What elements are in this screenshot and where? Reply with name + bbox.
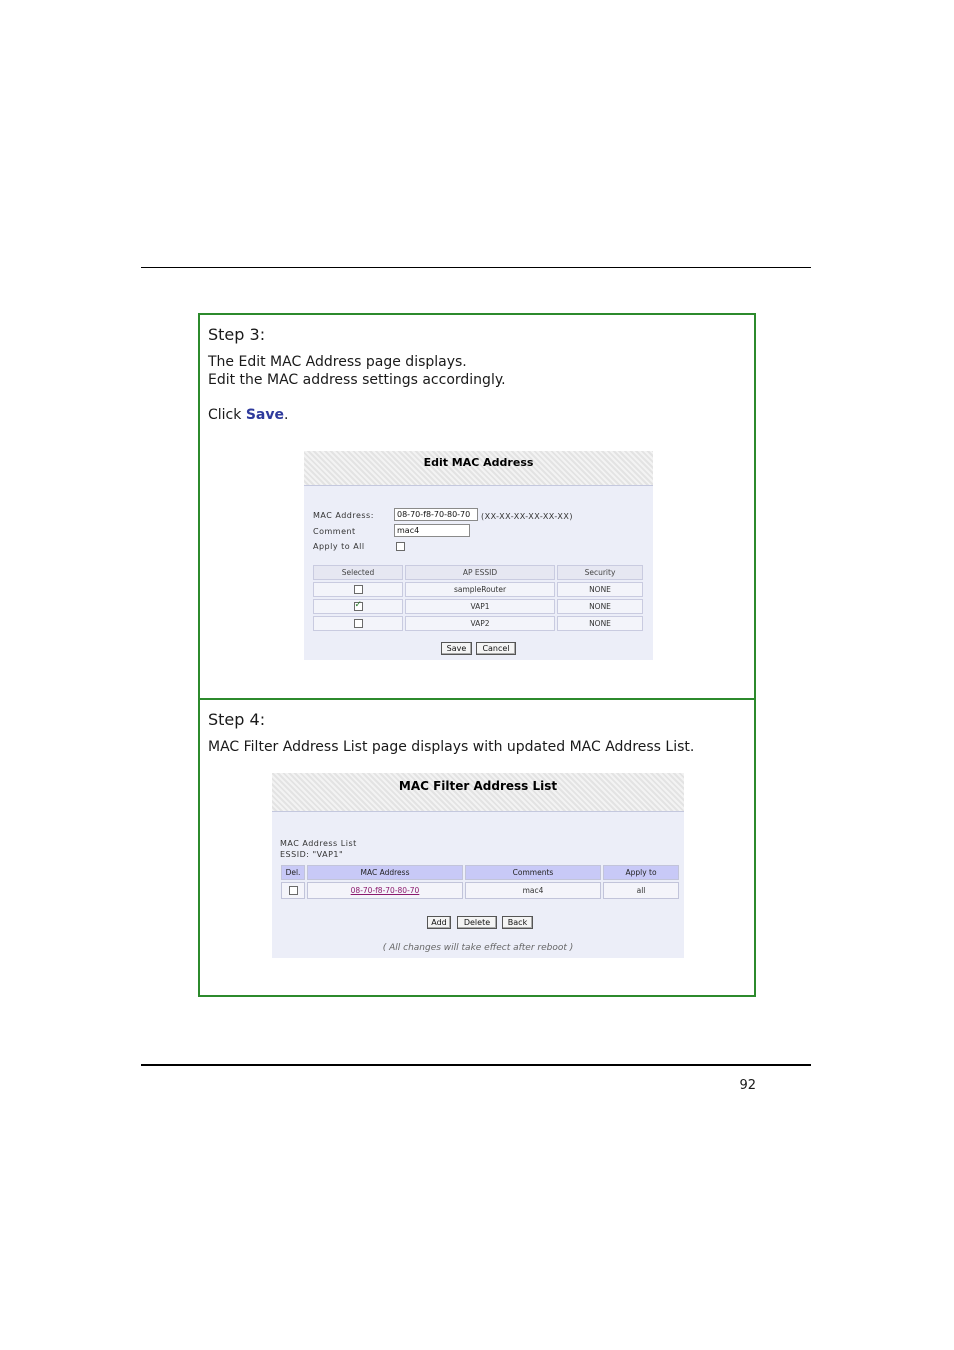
security-cell: NONE — [557, 582, 643, 597]
essid-table-header — [313, 565, 643, 580]
step3-line1: The Edit MAC Address page displays. — [208, 354, 467, 370]
reboot-note: ( All changes will take effect after reboot ) — [382, 943, 574, 953]
row-select-checkbox[interactable] — [354, 585, 363, 594]
mac-list-table — [279, 863, 681, 901]
mac-filter-title: MAC Filter Address List — [398, 779, 558, 793]
step4-heading: Step 4: — [208, 710, 266, 729]
edit-mac-title: Edit MAC Address — [423, 456, 534, 469]
step3-line2: Edit the MAC address settings accordingly. — [208, 372, 506, 388]
page-number: 92 — [739, 1078, 756, 1093]
save-keyword: Save — [245, 407, 284, 423]
add-button[interactable]: Add — [427, 916, 451, 929]
apply-to-all-label: Apply to All — [313, 542, 365, 551]
essid-cell: sampleRouter — [405, 582, 555, 597]
mac-list-label: MAC Address List — [280, 839, 357, 848]
col-security: Security — [557, 565, 643, 580]
edit-mac-screenshot — [304, 451, 653, 660]
apply-to-all-checkbox[interactable] — [396, 542, 405, 551]
table-row — [281, 882, 679, 899]
security-cell: NONE — [557, 599, 643, 614]
step4-line1: MAC Filter Address List page displays with updated MAC Address List. — [208, 739, 695, 755]
essid-table — [311, 563, 645, 633]
table-row — [313, 582, 643, 597]
mac-list-header — [281, 865, 679, 880]
mac-filter-screenshot — [272, 773, 684, 958]
row-select-checkbox[interactable] — [354, 619, 363, 628]
table-row — [313, 616, 643, 631]
del-cell — [281, 882, 305, 899]
step3-heading: Step 3: — [208, 325, 266, 344]
mac-address-input[interactable]: 08-70-f8-70-80-70 — [394, 508, 478, 521]
comment-cell: mac4 — [465, 882, 601, 899]
delete-button[interactable]: Delete — [457, 916, 497, 929]
cancel-button[interactable]: Cancel — [476, 642, 516, 655]
mac-cell — [307, 882, 463, 899]
selected-cell — [313, 616, 403, 631]
col-mac-address: MAC Address — [307, 865, 463, 880]
click-suffix: . — [283, 407, 289, 423]
col-selected: Selected — [313, 565, 403, 580]
top-rule — [141, 267, 811, 268]
mac-address-label: MAC Address: — [313, 511, 374, 520]
selected-cell — [313, 599, 403, 614]
back-button[interactable]: Back — [502, 916, 533, 929]
row-select-checkbox[interactable] — [354, 602, 363, 611]
comment-label: Comment — [313, 527, 356, 536]
steps-frame — [198, 313, 756, 997]
col-ap-essid: AP ESSID — [405, 565, 555, 580]
essid-cell: VAP1 — [405, 599, 555, 614]
save-button[interactable]: Save — [441, 642, 472, 655]
step-divider — [200, 698, 754, 700]
mac-address-link[interactable]: 08-70-f8-70-80-70 — [350, 886, 420, 895]
table-row — [313, 599, 643, 614]
col-del: Del. — [281, 865, 305, 880]
selected-cell — [313, 582, 403, 597]
col-comments: Comments — [465, 865, 601, 880]
security-cell: NONE — [557, 616, 643, 631]
bottom-rule — [141, 1064, 811, 1066]
mac-format-hint: (XX-XX-XX-XX-XX-XX) — [481, 512, 573, 521]
apply-cell: all — [603, 882, 679, 899]
step3-click-instruction — [208, 406, 288, 424]
comment-input[interactable]: mac4 — [394, 524, 470, 537]
col-apply-to: Apply to — [603, 865, 679, 880]
essid-label: ESSID: "VAP1" — [280, 850, 344, 859]
click-prefix: Click — [208, 407, 246, 423]
essid-cell: VAP2 — [405, 616, 555, 631]
row-delete-checkbox[interactable] — [289, 886, 298, 895]
